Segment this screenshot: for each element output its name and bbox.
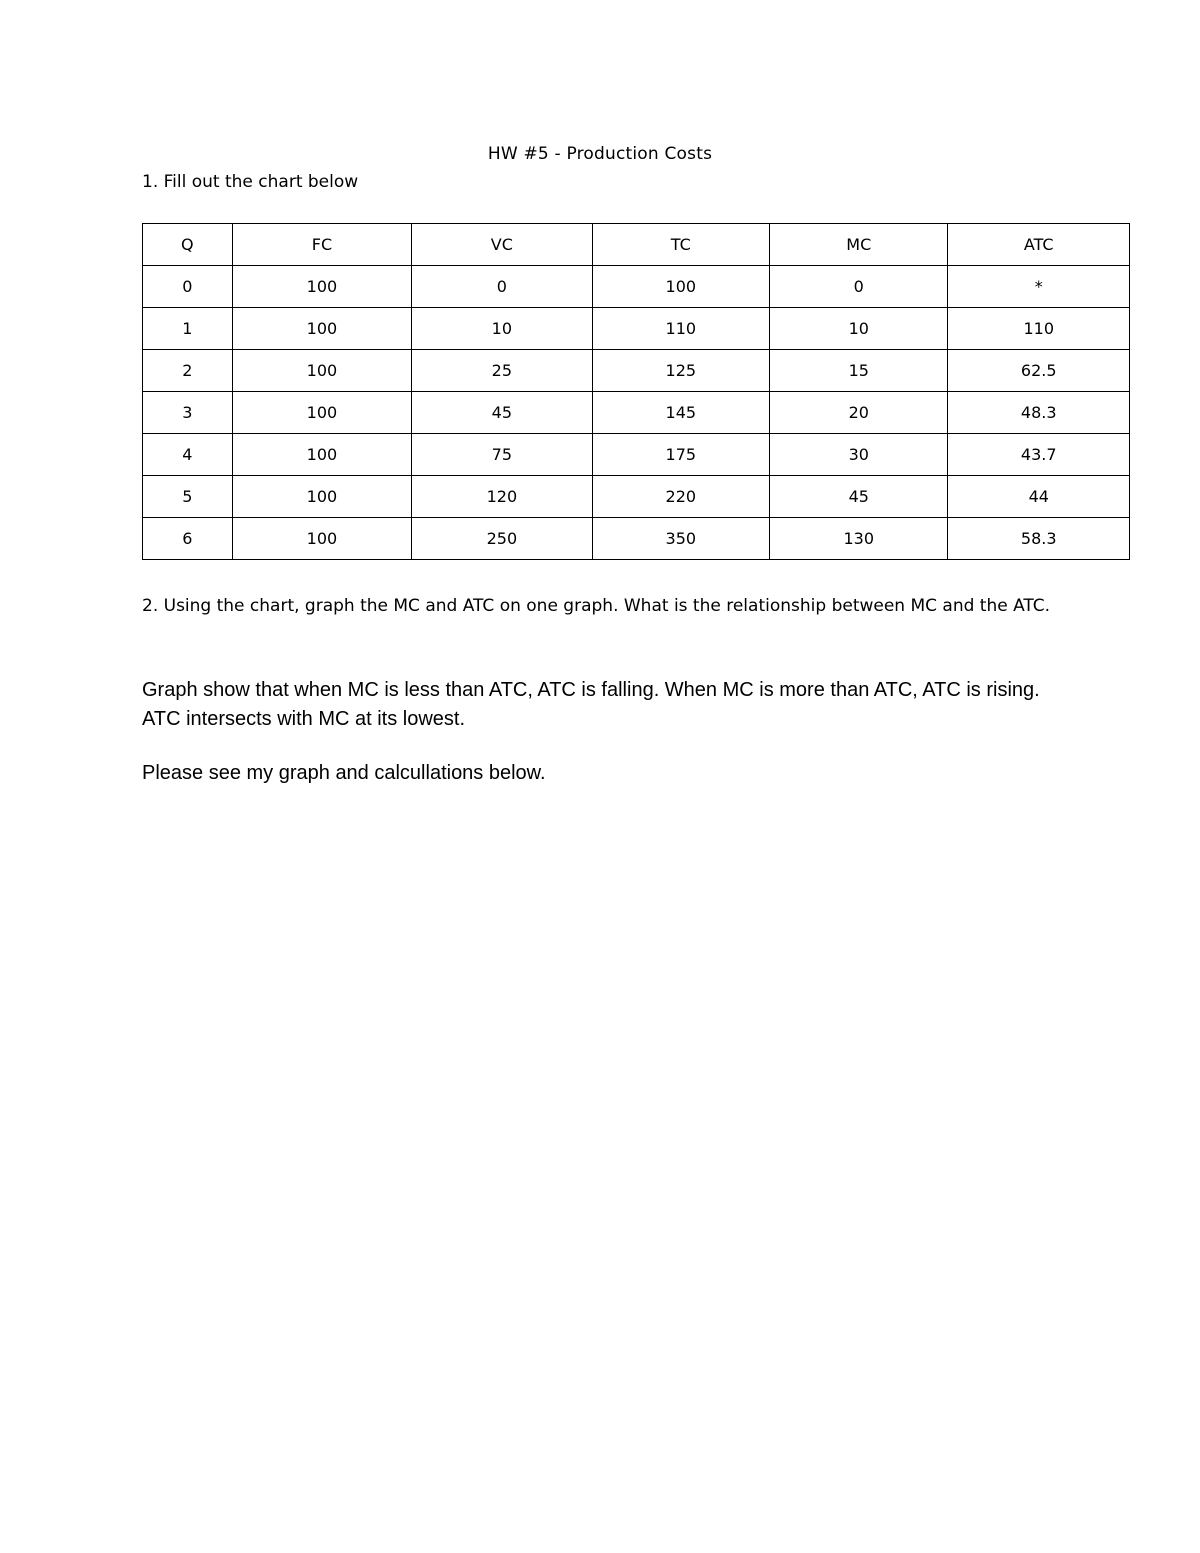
cell-atc: 44 (948, 476, 1130, 518)
cell-vc: 0 (412, 266, 592, 308)
table-row (143, 350, 1130, 392)
cell-tc: 175 (592, 434, 769, 476)
cell-q: 6 (143, 518, 233, 560)
answer-text: Graph show that when MC is less than ATC, ATC is falling. When MC is more than ATC, ATC is rising. ATC intersects with MC at its lowest. (142, 679, 1040, 730)
cell-atc: 62.5 (948, 350, 1130, 392)
cell-vc: 10 (412, 308, 592, 350)
cell-atc: 110 (948, 308, 1130, 350)
cell-atc: 58.3 (948, 518, 1130, 560)
cell-fc: 100 (232, 392, 411, 434)
cell-fc: 100 (232, 434, 411, 476)
cell-vc: 120 (412, 476, 592, 518)
cell-tc: 110 (592, 308, 769, 350)
cell-vc: 25 (412, 350, 592, 392)
cell-vc: 75 (412, 434, 592, 476)
cell-fc: 100 (232, 350, 411, 392)
header-tc: TC (592, 224, 769, 266)
table-row (143, 476, 1130, 518)
cell-mc: 15 (770, 350, 948, 392)
cell-mc: 0 (770, 266, 948, 308)
cell-mc: 10 (770, 308, 948, 350)
cell-fc: 100 (232, 308, 411, 350)
cell-q: 4 (143, 434, 233, 476)
cell-atc: 48.3 (948, 392, 1130, 434)
cell-tc: 100 (592, 266, 769, 308)
header-fc: FC (232, 224, 411, 266)
cell-q: 0 (143, 266, 233, 308)
cell-tc: 145 (592, 392, 769, 434)
table-header-row (143, 224, 1130, 266)
table-row (143, 266, 1130, 308)
table-row (143, 434, 1130, 476)
cell-fc: 100 (232, 518, 411, 560)
cell-vc: 250 (412, 518, 592, 560)
cell-q: 1 (143, 308, 233, 350)
cell-mc: 45 (770, 476, 948, 518)
header-vc: VC (412, 224, 592, 266)
cell-atc: * (948, 266, 1130, 308)
cell-tc: 350 (592, 518, 769, 560)
cell-mc: 130 (770, 518, 948, 560)
header-mc: MC (770, 224, 948, 266)
cell-mc: 20 (770, 392, 948, 434)
table-row (143, 308, 1130, 350)
question-1: 1. Fill out the chart below (142, 172, 359, 192)
cell-q: 2 (143, 350, 233, 392)
cost-table (142, 223, 1130, 560)
header-atc: ATC (948, 224, 1130, 266)
document-title: HW #5 - Production Costs (487, 144, 713, 164)
cell-fc: 100 (232, 476, 411, 518)
cell-mc: 30 (770, 434, 948, 476)
cell-q: 5 (143, 476, 233, 518)
cell-q: 3 (143, 392, 233, 434)
cell-tc: 125 (592, 350, 769, 392)
graph-note: Please see my graph and calcullations below. (142, 762, 546, 784)
table-row (143, 392, 1130, 434)
table-row (143, 518, 1130, 560)
question-2: 2. Using the chart, graph the MC and ATC on one graph. What is the relationship between MC and the ATC. (142, 596, 1051, 616)
header-q: Q (143, 224, 233, 266)
cell-tc: 220 (592, 476, 769, 518)
cell-vc: 45 (412, 392, 592, 434)
cell-atc: 43.7 (948, 434, 1130, 476)
cell-fc: 100 (232, 266, 411, 308)
